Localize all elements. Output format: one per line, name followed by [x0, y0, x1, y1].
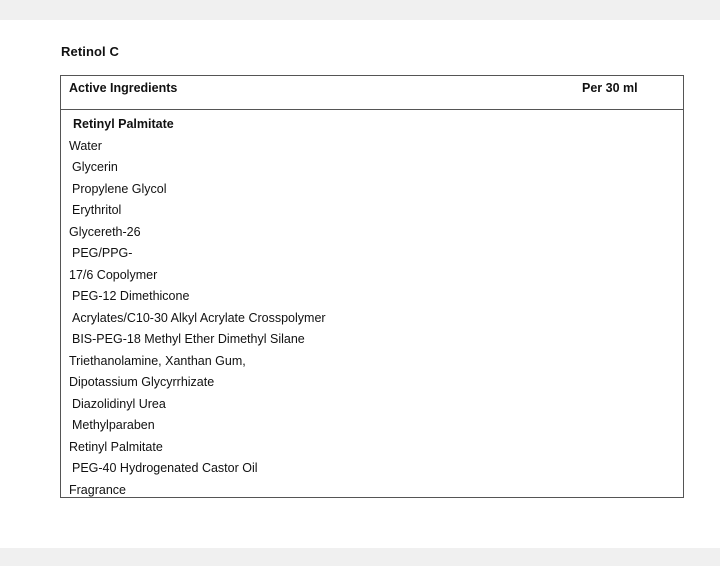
ingredient-item: Fragrance [69, 482, 126, 497]
table-header-row [61, 76, 683, 110]
ingredient-item: Glycerin [72, 160, 118, 174]
ingredient-item: Water [69, 138, 102, 153]
ingredient-item: Retinyl Palmitate [73, 117, 174, 131]
ingredient-item: Propylene Glycol [72, 181, 167, 196]
header-per-30ml: Per 30 ml [582, 81, 638, 95]
header-active-ingredients: Active Ingredients [69, 81, 178, 95]
document-page [0, 20, 720, 548]
ingredient-item: Triethanolamine, Xanthan Gum, [69, 353, 246, 368]
ingredient-item: Diazolidinyl Urea [72, 396, 166, 411]
document-title: Retinol C [61, 44, 119, 59]
ingredient-item: Acrylates/C10-30 Alkyl Acrylate Crosspolymer [72, 310, 326, 325]
ingredient-item: Retinyl Palmitate [69, 439, 163, 454]
ingredients-table [60, 75, 684, 498]
ingredient-item: PEG-12 Dimethicone [72, 289, 190, 303]
ingredient-item: PEG/PPG- [72, 246, 133, 260]
ingredient-item: BIS-PEG-18 Methyl Ether Dimethyl Silane [72, 332, 305, 346]
ingredient-item: Methylparaben [72, 418, 155, 432]
ingredient-item: Erythritol [72, 203, 122, 217]
ingredient-item: Dipotassium Glycyrrhizate [69, 375, 215, 389]
ingredient-item: PEG-40 Hydrogenated Castor Oil [72, 461, 258, 475]
ingredient-list [61, 114, 683, 501]
ingredient-item: Glycereth-26 [69, 224, 141, 239]
ingredient-item: 17/6 Copolymer [69, 267, 158, 282]
